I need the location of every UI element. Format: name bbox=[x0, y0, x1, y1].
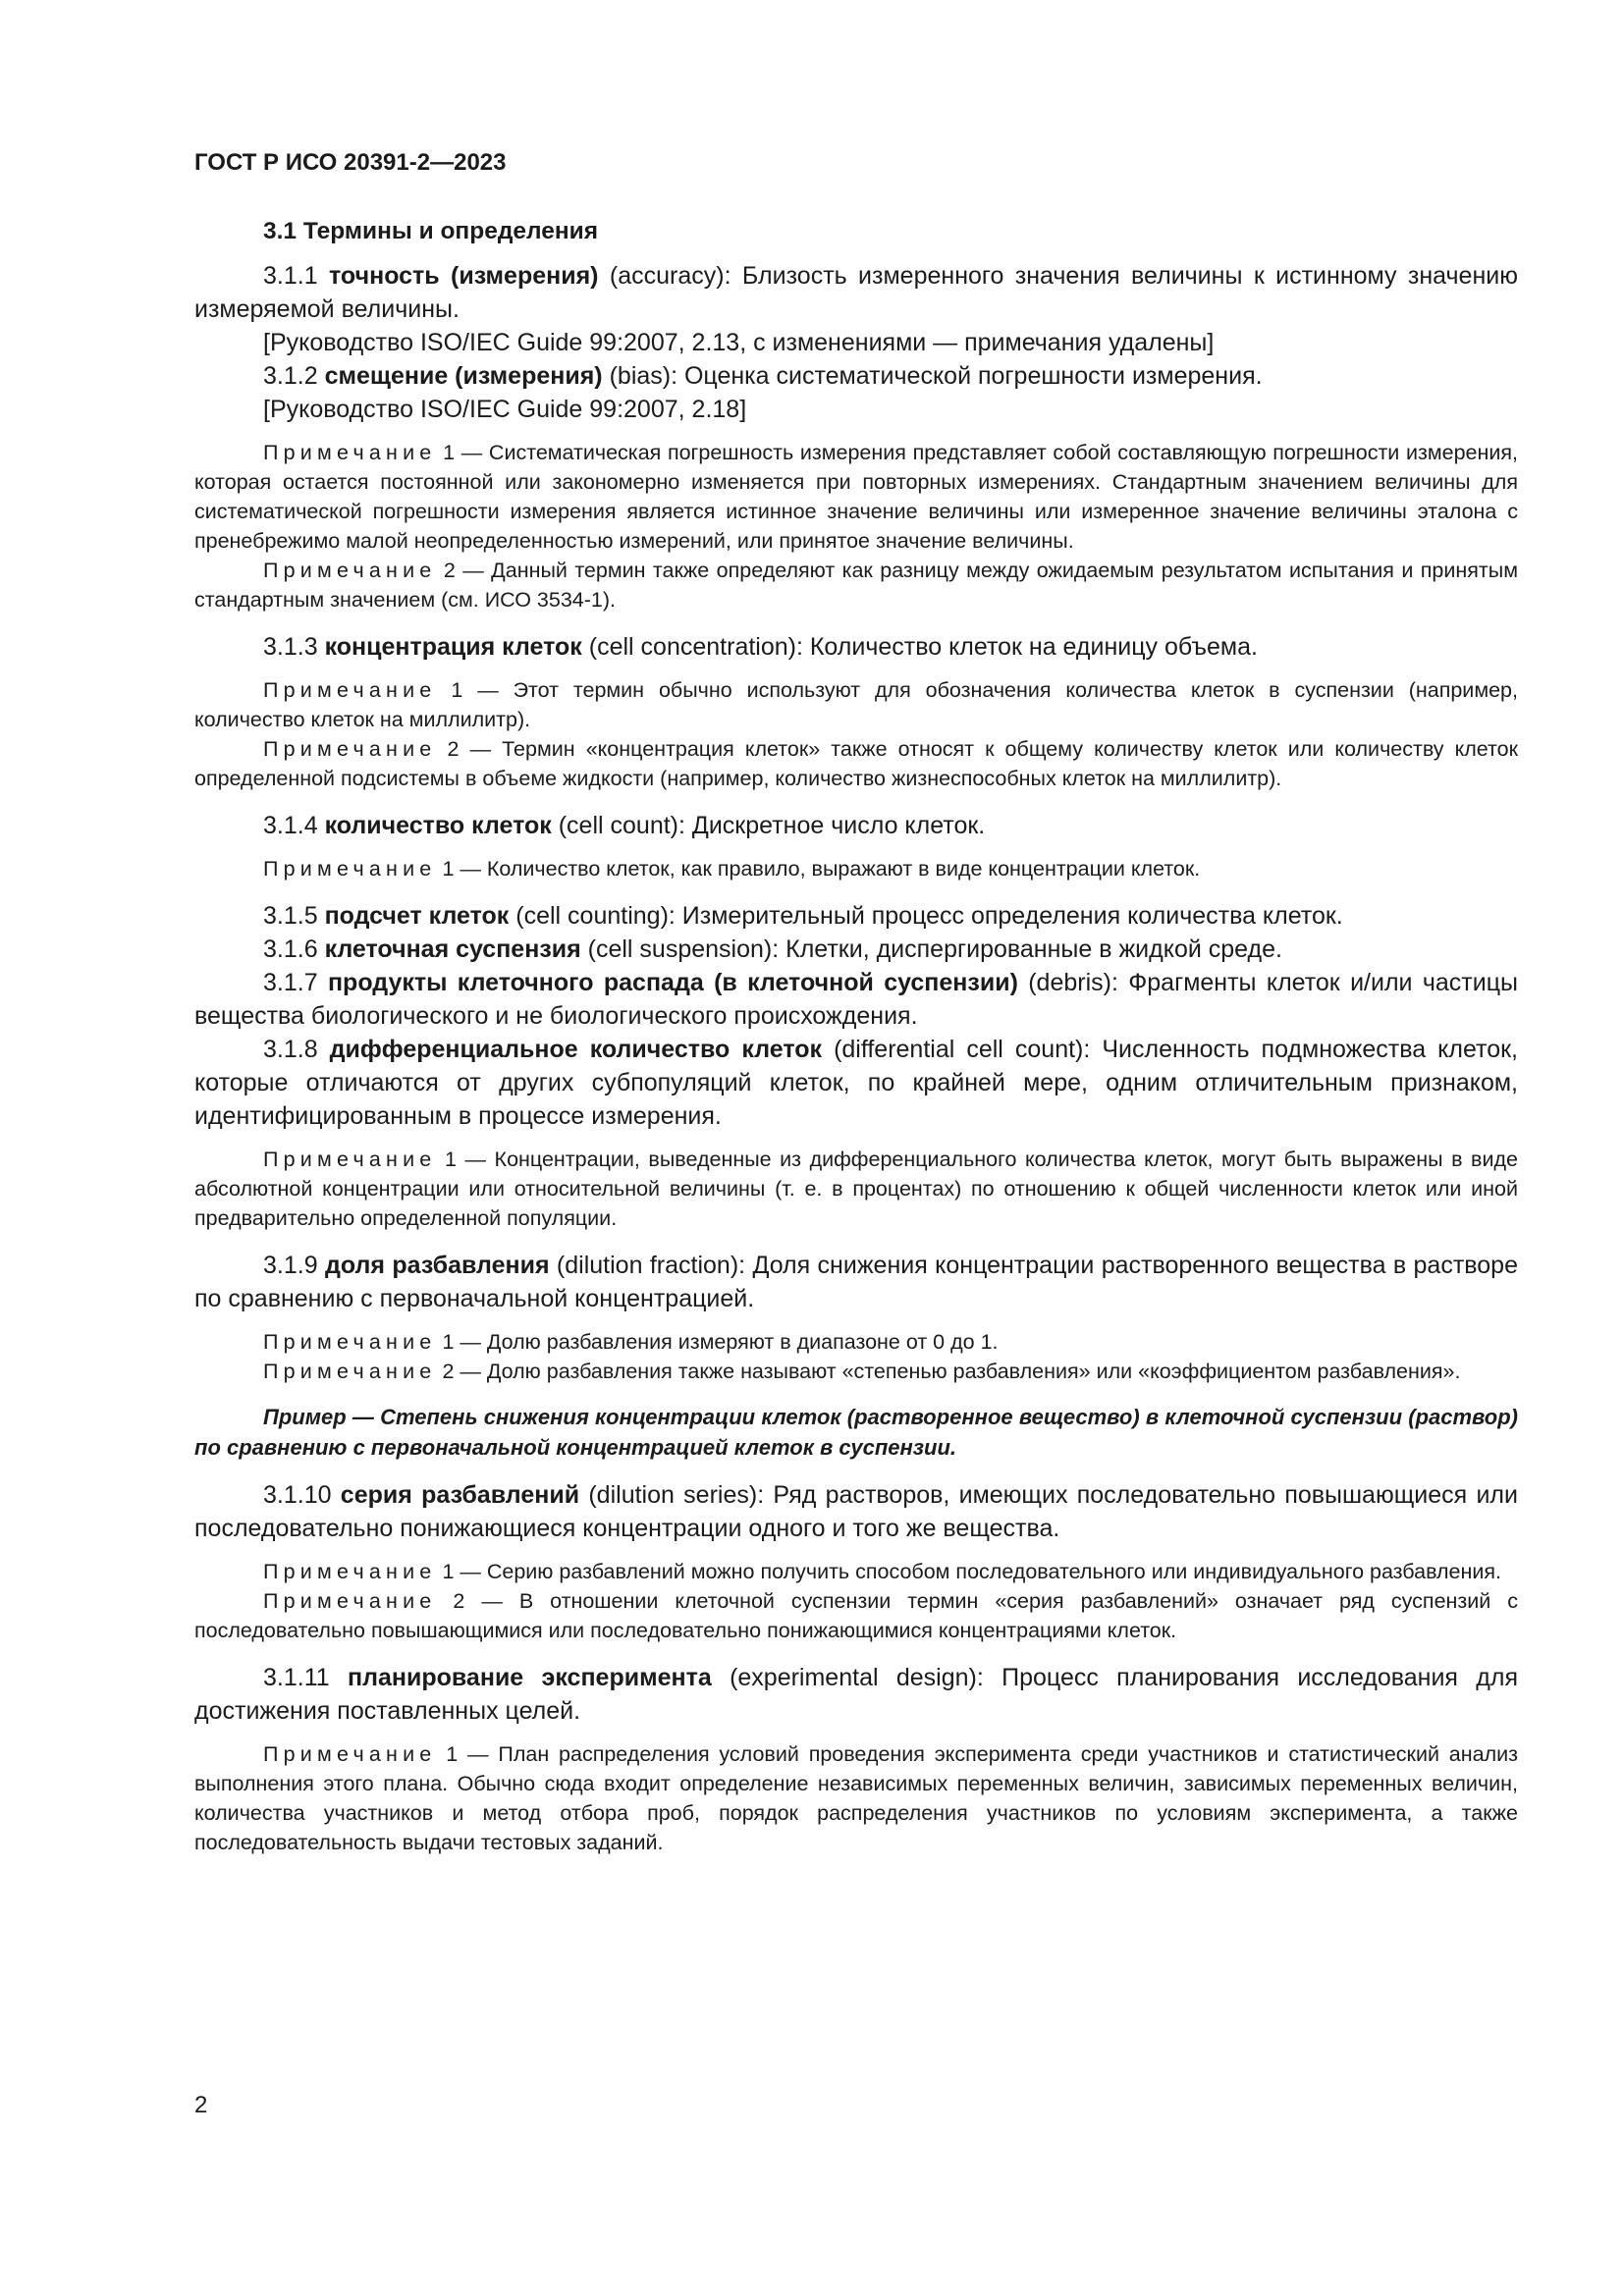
example-text: Пример — Степень снижения концентрации клеток (растворенное вещество) в клеточной суспензии (раствор) по сравнению с первоначальной концентрацией клеток в суспензии. bbox=[194, 1405, 1518, 1460]
term-3-1-8: 3.1.8 дифференциальное количество клеток (differential cell count): Численность подмножества клеток, которые отличаются от других субпопуляций клеток, по крайней мере, одним отличительным признаком, идентифицированным в процессе измерения. bbox=[194, 1036, 1518, 1130]
section-title: 3.1 Термины и определения bbox=[263, 218, 599, 244]
note: Примечание 2 — В отношении клеточной суспензии термин «серия разбавлений» означает ряд суспензий с последовательно повышающимися или последовательно понижающимися концентрациями клеток. bbox=[194, 1589, 1518, 1642]
notes-block bbox=[194, 1145, 1518, 1233]
note: Примечание 1 — Количество клеток, как правило, выражают в виде концентрации клеток. bbox=[263, 857, 1201, 881]
note: Примечание 1 — План распределения условий проведения эксперимента среди участников и статистический анализ выполнения этого плана. Обычно сюда входит определение независимых переменных величин, зависимых переменных величин, количества участников и метод отбора проб, порядок распределения участников по условиям эксперимента, а также последовательность выдачи тестовых заданий. bbox=[194, 1742, 1518, 1854]
notes-block bbox=[194, 675, 1518, 793]
notes-block bbox=[194, 438, 1518, 614]
term-3-1-9: 3.1.9 доля разбавления (dilution fraction): Доля снижения концентрации растворенного вещества в растворе по сравнению с первоначальной концентрацией. bbox=[194, 1252, 1518, 1312]
note: Примечание 2 — Термин «концентрация клеток» также относят к общему количеству клеток или количеству клеток определенной подсистемы в объеме жидкости (например, количество жизнеспособных клеток на миллилитр). bbox=[194, 737, 1518, 790]
note: Примечание 2 — Долю разбавления также называют «степенью разбавления» или «коэффициентом разбавления». bbox=[263, 1360, 1461, 1383]
term-3-1-6: 3.1.6 клеточная суспензия (cell suspension): Клетки, диспергированные в жидкой среде. bbox=[263, 935, 1282, 963]
note: Примечание 1 — Серию разбавлений можно получить способом последовательного или индивидуального разбавления. bbox=[263, 1560, 1501, 1583]
note: Примечание 2 — Данный термин также определяют как разницу между ожидаемым результатом испытания и принятым стандартным значением (см. ИСО 3534-1). bbox=[194, 559, 1518, 612]
term-3-1-10: 3.1.10 серия разбавлений (dilution series): Ряд растворов, имеющих последовательно повышающиеся или последовательно понижающиеся концентрации одного и того же вещества. bbox=[194, 1481, 1518, 1542]
term-3-1-7: 3.1.7 продукты клеточного распада (в клеточной суспензии) (debris): Фрагменты клеток и/или частицы вещества биологического и не биологического происхождения. bbox=[194, 969, 1518, 1030]
term-3-1-5: 3.1.5 подсчет клеток (cell counting): Измерительный процесс определения количества клеток. bbox=[263, 902, 1343, 930]
term-3-1-4: 3.1.4 количество клеток (cell count): Дискретное число клеток. bbox=[263, 812, 986, 839]
document-page bbox=[194, 149, 1518, 1873]
notes-block bbox=[194, 1557, 1518, 1645]
note: Примечание 1 — Долю разбавления измеряют в диапазоне от 0 до 1. bbox=[263, 1330, 999, 1354]
note: Примечание 1 — Концентрации, выведенные из дифференциального количества клеток, могут быть выражены в виде абсолютной концентрации или относительной величины (т. е. в процентах) по отношению к общей численности клеток или иной предварительно определенной популяции. bbox=[194, 1148, 1518, 1230]
term-3-1-2: 3.1.2 смещение (измерения) (bias): Оценка систематической погрешности измерения. bbox=[263, 362, 1263, 390]
notes-block bbox=[194, 1739, 1518, 1857]
source-reference: [Руководство ISO/IEC Guide 99:2007, 2.18] bbox=[263, 396, 747, 423]
notes-block bbox=[194, 1327, 1518, 1386]
page-number: 2 bbox=[194, 2092, 208, 2118]
note: Примечание 1 — Систематическая погрешность измерения представляет собой составляющую погрешности измерения, которая остается постоянной или закономерно изменяется при повторных измерениях. Стандартным значением величины для систематической погрешности измерения является истинное значение величины или измеренное значение величины эталона с пренебрежимо малой неопределенностью измерений, или принятое значение величины. bbox=[194, 441, 1518, 553]
notes-block bbox=[194, 854, 1518, 883]
term-3-1-1: 3.1.1 точность (измерения) (accuracy): Близость измеренного значения величины к истинному значению измеряемой величины. bbox=[194, 262, 1518, 323]
document-header: ГОСТ Р ИСО 20391-2—2023 bbox=[194, 149, 507, 176]
source-reference: [Руководство ISO/IEC Guide 99:2007, 2.13, с изменениями — примечания удалены] bbox=[263, 329, 1215, 356]
term-3-1-3: 3.1.3 концентрация клеток (cell concentration): Количество клеток на единицу объема. bbox=[263, 633, 1258, 661]
term-3-1-11: 3.1.11 планирование эксперимента (experimental design): Процесс планирования исследования для достижения поставленных целей. bbox=[194, 1664, 1518, 1725]
note: Примечание 1 — Этот термин обычно используют для обозначения количества клеток в суспензии (например, количество клеток на миллилитр). bbox=[194, 678, 1518, 731]
